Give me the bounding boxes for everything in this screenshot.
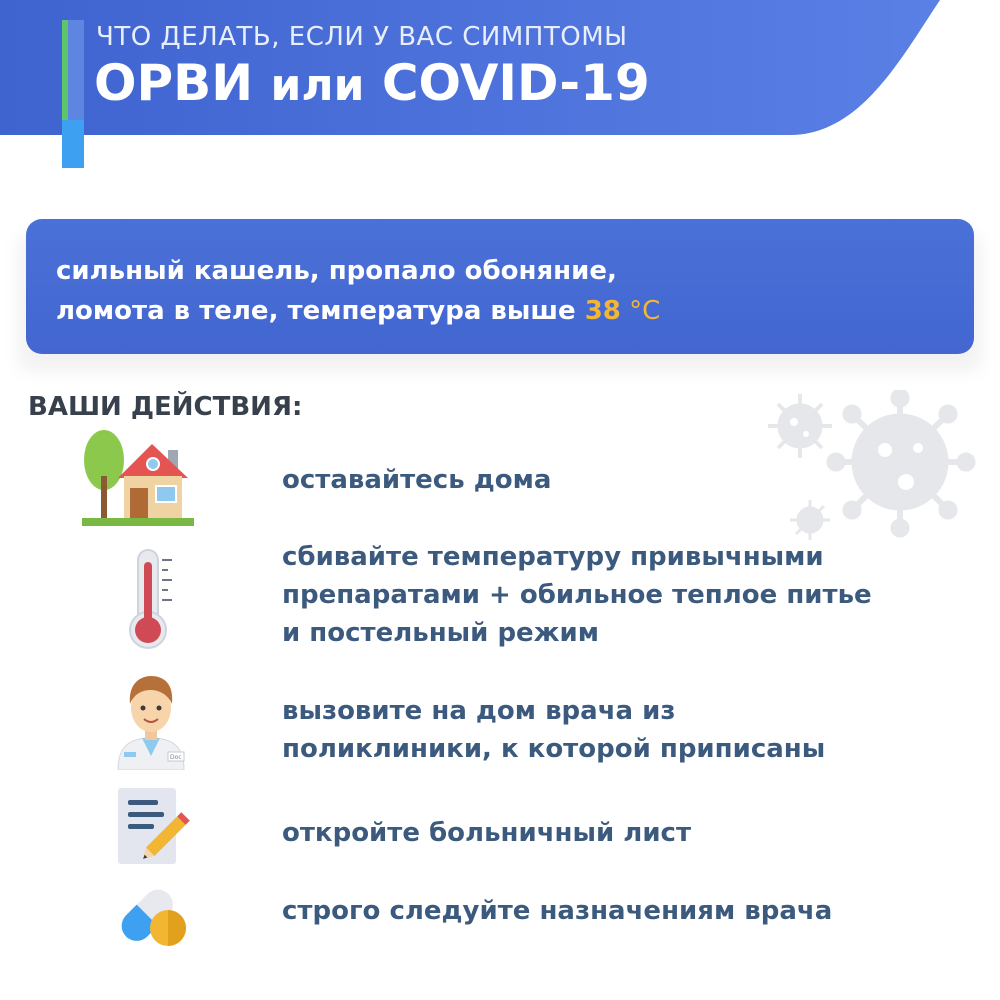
actions-heading: ВАШИ ДЕЙСТВИЯ:	[28, 392, 303, 422]
pills-icon	[110, 878, 192, 950]
action-reduce-fever	[282, 538, 872, 652]
doctor-badge-text: Doc	[170, 754, 182, 761]
symptoms-box	[26, 219, 974, 354]
document-icon	[114, 786, 198, 866]
symptoms-text: ломота в теле, температура выше	[56, 296, 585, 326]
action-follow-doctor: строго следуйте назначениям врача	[282, 896, 833, 926]
action-reduce-fever-line-1: сбивайте температуру привычными	[282, 542, 824, 572]
action-reduce-fever-line-2: препаратами + обильное теплое питье	[282, 580, 872, 610]
action-reduce-fever-line-3: и постельный режим	[282, 618, 600, 648]
action-call-doctor	[282, 692, 825, 768]
virus-decoration-icon	[760, 390, 990, 560]
header-title	[94, 54, 650, 115]
title-orvi: ОРВИ	[94, 54, 254, 112]
symptoms-line-1: сильный кашель, пропало обоняние,	[56, 256, 617, 286]
thermometer-icon	[126, 548, 176, 650]
title-or: или	[270, 60, 365, 111]
header-subtitle: ЧТО ДЕЛАТЬ, ЕСЛИ У ВАС СИМПТОМЫ	[96, 22, 628, 52]
doctor-icon	[112, 672, 190, 770]
temperature-value: 38	[584, 296, 621, 326]
symptoms-line-2	[56, 291, 974, 331]
header-accent-bar	[62, 20, 84, 168]
action-stay-home: оставайтесь дома	[282, 465, 552, 495]
action-sick-leave: откройте больничный лист	[282, 818, 692, 848]
action-call-doctor-line-1: вызовите на дом врача из	[282, 696, 676, 726]
title-covid: COVID-19	[381, 54, 650, 112]
house-icon	[82, 426, 194, 526]
action-call-doctor-line-2: поликлиники, к которой приписаны	[282, 734, 826, 764]
temperature-unit: °C	[620, 296, 661, 326]
